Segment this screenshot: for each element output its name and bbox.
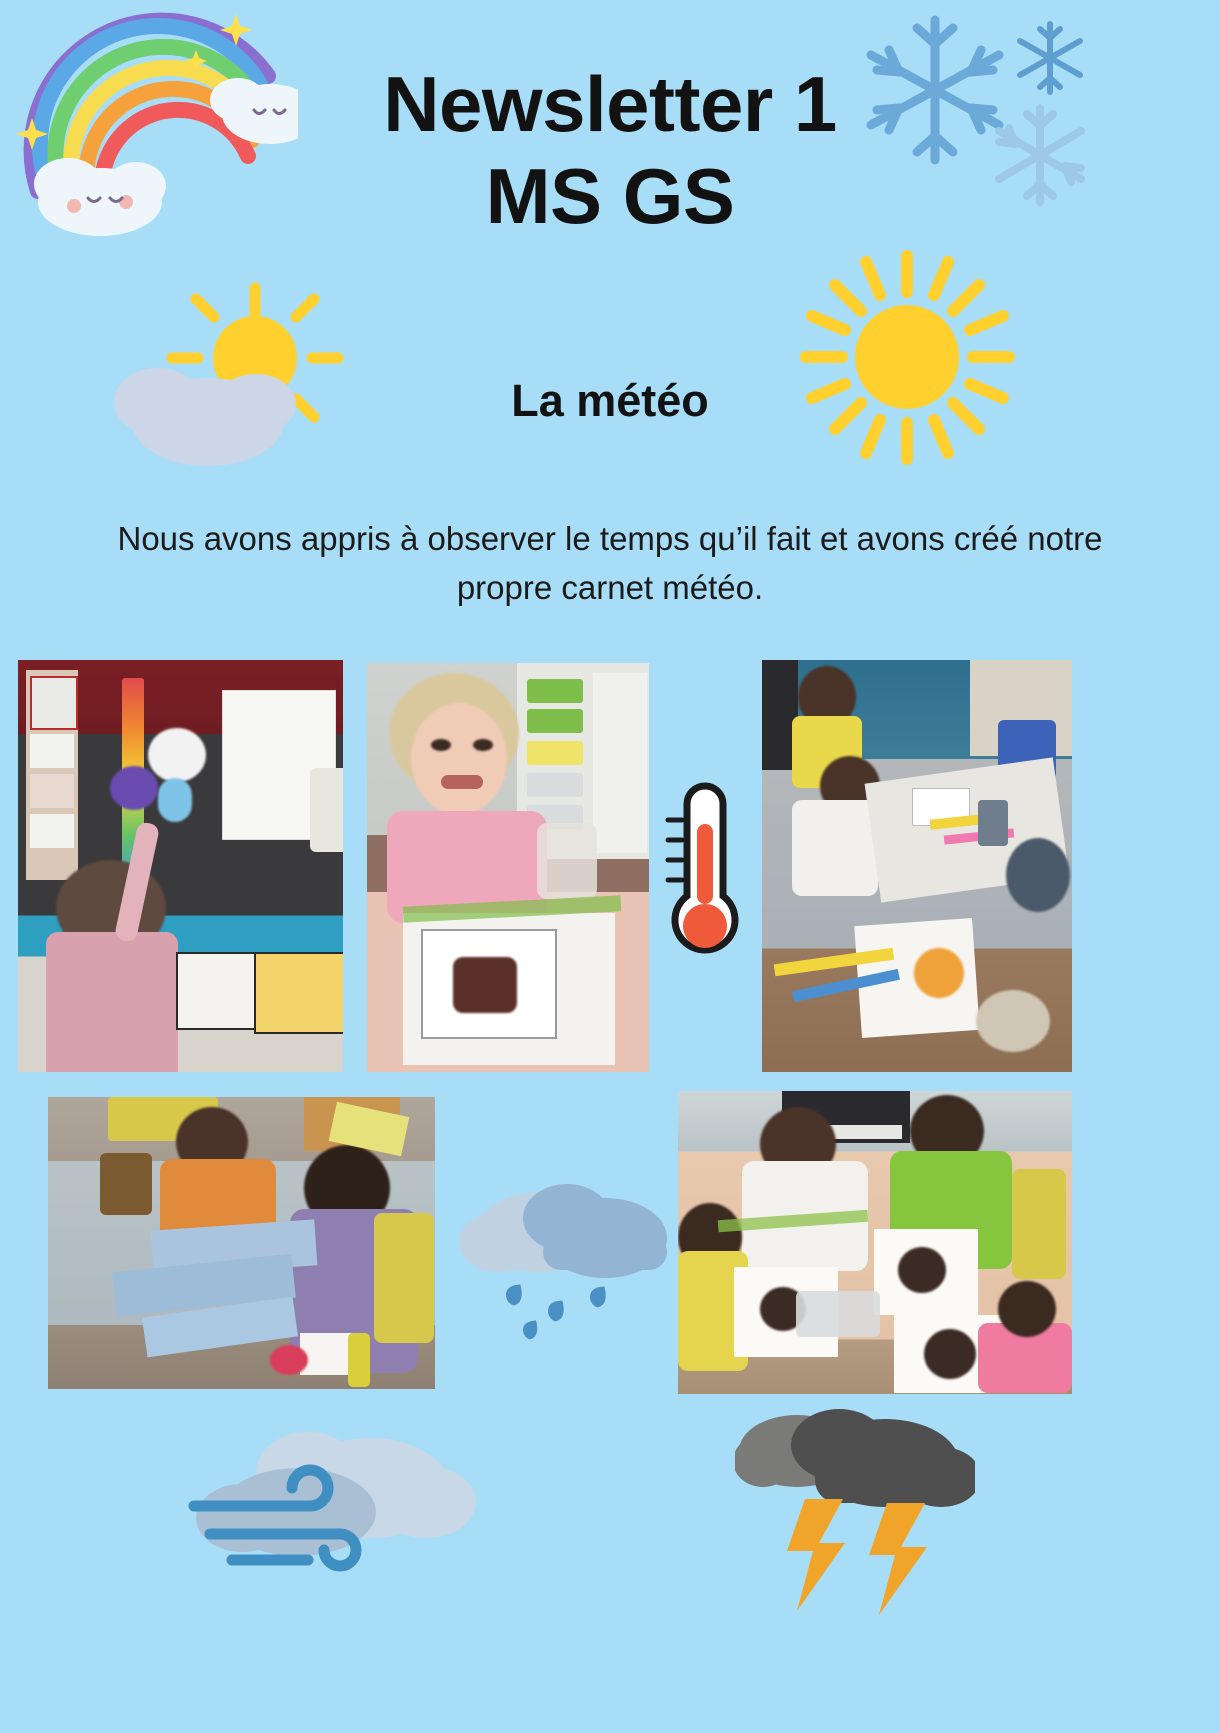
title-line-1: Newsletter 1 xyxy=(383,60,837,148)
sun-icon xyxy=(800,250,1015,465)
title-line-2: MS GS xyxy=(485,152,735,241)
photo-children-painting-snowflakes xyxy=(678,1091,1072,1394)
photo-child-weather-board xyxy=(18,660,343,1072)
thunderstorm-cloud-icon xyxy=(735,1395,975,1620)
page-title xyxy=(0,58,1220,242)
page-subtitle: La météo xyxy=(511,375,709,426)
photo-group-table-sun-worksheet xyxy=(762,660,1072,1072)
photo-children-cutting-clouds xyxy=(48,1097,435,1389)
thermometer-icon xyxy=(660,778,750,968)
rain-cloud-icon xyxy=(455,1160,685,1350)
intro-paragraph: Nous avons appris à observer le temps qu’il fait et avons créé notre propre carnet météo. xyxy=(117,520,1103,606)
photo-child-showing-snowflake xyxy=(367,663,649,1072)
wind-cloud-icon xyxy=(180,1410,480,1600)
